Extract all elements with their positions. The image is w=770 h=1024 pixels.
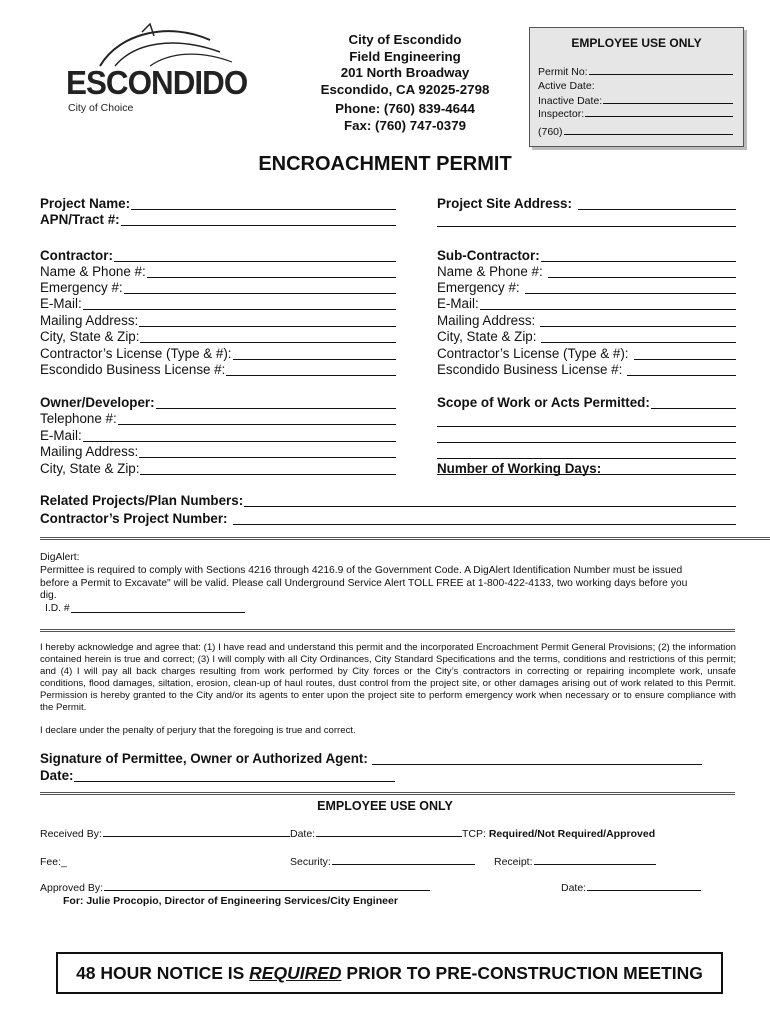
page-title: ENCROACHMENT PERMIT [258, 153, 512, 175]
contractor-mailing-field[interactable] [40, 313, 396, 330]
contractor-license-field[interactable] [40, 346, 396, 363]
digalert-id-label: I.D. # [45, 603, 70, 615]
notice-emphasis: REQUIRED [249, 963, 342, 983]
owner-email-field[interactable] [40, 428, 396, 445]
notice-after: PRIOR TO PRE-CONSTRUCTION MEETING [341, 963, 703, 983]
approved-by-label: Approved By: [40, 882, 104, 894]
inactive-date-field[interactable] [538, 95, 733, 107]
header-line: 201 North Broadway [340, 65, 470, 80]
inactive-date-label: Inactive Date: [538, 95, 603, 107]
field-label: Mailing Address: [40, 313, 139, 328]
contractor-emergency-field[interactable] [40, 280, 396, 297]
subcontractor-city-field[interactable] [437, 329, 736, 346]
field-label: Name & Phone #: [437, 264, 543, 279]
employee-use-box [529, 27, 744, 147]
section-divider [40, 537, 770, 540]
section-divider [40, 792, 735, 795]
received-date-label: Date: [290, 828, 316, 840]
scope-line-3[interactable] [437, 442, 736, 443]
signature-date-label: Date: [40, 768, 74, 783]
phone-prefix-label: (760) [538, 126, 563, 138]
inspector-phone-field[interactable] [538, 126, 733, 138]
header-line: City of Escondido [348, 32, 462, 47]
subcontractor-heading-field[interactable] [437, 248, 736, 265]
tcp-options: Required/Not Required/Approved [488, 828, 656, 840]
active-date-label: Active Date: [538, 80, 595, 92]
fee-value: _ [61, 856, 67, 868]
contractor-city-field[interactable] [40, 329, 396, 346]
approved-by-field[interactable] [40, 882, 430, 894]
working-days-line[interactable] [437, 474, 736, 475]
active-date-field[interactable] [538, 80, 733, 92]
related-projects-label: Related Projects/Plan Numbers: [40, 493, 244, 508]
field-label: City, State & Zip: [40, 461, 140, 476]
owner-telephone-field[interactable] [40, 411, 396, 428]
signature-field[interactable] [40, 751, 702, 768]
employee-section-title: EMPLOYEE USE ONLY [317, 799, 453, 813]
tcp-label: TCP: [462, 828, 489, 840]
inspector-label: Inspector: [538, 108, 585, 120]
signature-date-field[interactable] [40, 768, 395, 785]
subcontractor-email-field[interactable] [437, 296, 736, 313]
header-line: Field Engineering [349, 48, 461, 64]
field-label: E-Mail: [437, 296, 479, 311]
field-label: Escondido Business License #: [40, 362, 226, 377]
subcontractor-heading: Sub-Contractor: [437, 248, 540, 263]
subcontractor-license-field[interactable] [437, 346, 736, 363]
perjury-text: I declare under the penalty of perjury that the foregoing is true and correct. [40, 725, 356, 736]
contractor-heading: Contractor: [40, 248, 113, 263]
contractor-heading-field[interactable] [40, 248, 396, 265]
field-label: Name & Phone #: [40, 264, 146, 279]
digalert-id-field[interactable] [45, 603, 245, 616]
contractor-business-license-field[interactable] [40, 362, 396, 379]
approved-date-field[interactable] [561, 882, 701, 894]
contractor-project-number-field[interactable] [40, 511, 736, 528]
project-name-field[interactable] [40, 196, 396, 213]
header-address [310, 32, 500, 134]
field-label: Telephone #: [40, 411, 117, 426]
subcontractor-mailing-field[interactable] [437, 313, 736, 330]
logo-wordmark: ESCONDIDO [66, 64, 248, 101]
digalert-section [40, 552, 700, 616]
inspector-field[interactable] [538, 108, 733, 120]
receipt-field[interactable] [494, 856, 656, 868]
received-by-label: Received By: [40, 828, 102, 840]
field-label: E-Mail: [40, 296, 82, 311]
section-divider [40, 629, 735, 632]
contractor-name-field[interactable] [40, 264, 396, 281]
city-logo [60, 22, 248, 120]
field-label: Escondido Business License #: [437, 362, 623, 377]
field-label: Emergency #: [437, 280, 520, 295]
employee-box-title: EMPLOYEE USE ONLY [571, 36, 702, 50]
project-site-field[interactable] [437, 196, 736, 213]
scope-line-4[interactable] [437, 458, 736, 459]
acknowledgement-text: I hereby acknowledge and agree that: (1) I have read and understand this permit and the incorporated Encroachment Permit General Provisions; (2) the information contained herein is true and correct; (3) I will comply with all City Ordinances, City Standard Specifications and the terms, conditions and restrictions of this permit; and (4) I will pay all back charges resulting from work performed by City forces or the City’s contractors in correcting or repairing incomplete work, unsafe conditions, flood damages, siltation, erosion, clean-up of haul routes, dust control from the project site, or other damages arising out of work related to this Permit. Permission is hereby granted to the City and/or its agents to enter upon the project site to perform emergency work when necessary or to ensure compliance with the Permit. [40, 642, 736, 713]
apn-label: APN/Tract #: [40, 212, 120, 227]
field-label: City, State & Zip: [437, 329, 537, 344]
signature-label: Signature of Permittee, Owner or Authorized Agent: [40, 751, 368, 766]
field-label: E-Mail: [40, 428, 82, 443]
field-label: Mailing Address: [40, 444, 139, 459]
contractor-project-number-label: Contractor’s Project Number: [40, 511, 228, 526]
digalert-text: Permittee is required to comply with Sections 4216 through 4216.9 of the Government Code. A DigAlert Identification Number must be issued before a Permit to Excavate" will be valid. Please call Underground Service Alert TOLL FREE at 1-800-422-4133, two working days before you dig. [40, 564, 688, 602]
permit-no-label: Permit No: [538, 66, 588, 78]
owner-mailing-field[interactable] [40, 444, 396, 461]
logo-tagline: City of Choice [68, 102, 134, 114]
subcontractor-name-field[interactable] [437, 264, 736, 281]
received-date-field[interactable] [290, 828, 462, 840]
owner-heading: Owner/Developer: [40, 395, 155, 410]
security-field[interactable] [290, 856, 475, 868]
apn-field[interactable] [40, 212, 396, 229]
approver-name: For: Julie Procopio, Director of Engineering Services/City Engineer [63, 895, 398, 907]
scope-heading-field[interactable] [437, 395, 736, 412]
owner-city-field[interactable] [40, 461, 396, 478]
scope-line-2[interactable] [437, 426, 736, 427]
digalert-heading: DigAlert: [40, 552, 80, 563]
project-site-label: Project Site Address: [437, 196, 572, 211]
scope-heading: Scope of Work or Acts Permitted: [437, 395, 650, 410]
subcontractor-business-license-field[interactable] [437, 362, 736, 379]
permit-no-field[interactable] [538, 66, 733, 78]
header-line: Phone: (760) 839-4644 [335, 101, 475, 116]
header-line: Fax: (760) 747-0379 [344, 117, 466, 133]
field-label: Contractor’s License (Type & #): [437, 346, 629, 361]
receipt-label: Receipt: [494, 856, 533, 868]
notice-before: 48 HOUR NOTICE IS [76, 963, 250, 983]
fee-field[interactable] [40, 856, 67, 868]
related-projects-field[interactable] [40, 493, 736, 510]
header-line: Escondido, CA 92025-2798 [320, 81, 490, 97]
contractor-email-field[interactable] [40, 296, 396, 313]
received-by-field[interactable] [40, 828, 290, 840]
notice-banner [56, 952, 723, 994]
security-label: Security: [290, 856, 331, 868]
subcontractor-emergency-field[interactable] [437, 280, 736, 297]
fee-label: Fee: [40, 856, 62, 868]
approved-date-label: Date: [561, 882, 587, 894]
tcp-field[interactable] [462, 828, 655, 840]
owner-heading-field[interactable] [40, 395, 396, 412]
field-label: Contractor’s License (Type & #): [40, 346, 232, 361]
project-name-label: Project Name: [40, 196, 131, 211]
project-site-line-2[interactable] [437, 226, 736, 227]
working-days-label: Number of Working Days: [437, 461, 602, 476]
field-label: City, State & Zip: [40, 329, 140, 344]
field-label: Mailing Address: [437, 313, 536, 328]
field-label: Emergency #: [40, 280, 123, 295]
